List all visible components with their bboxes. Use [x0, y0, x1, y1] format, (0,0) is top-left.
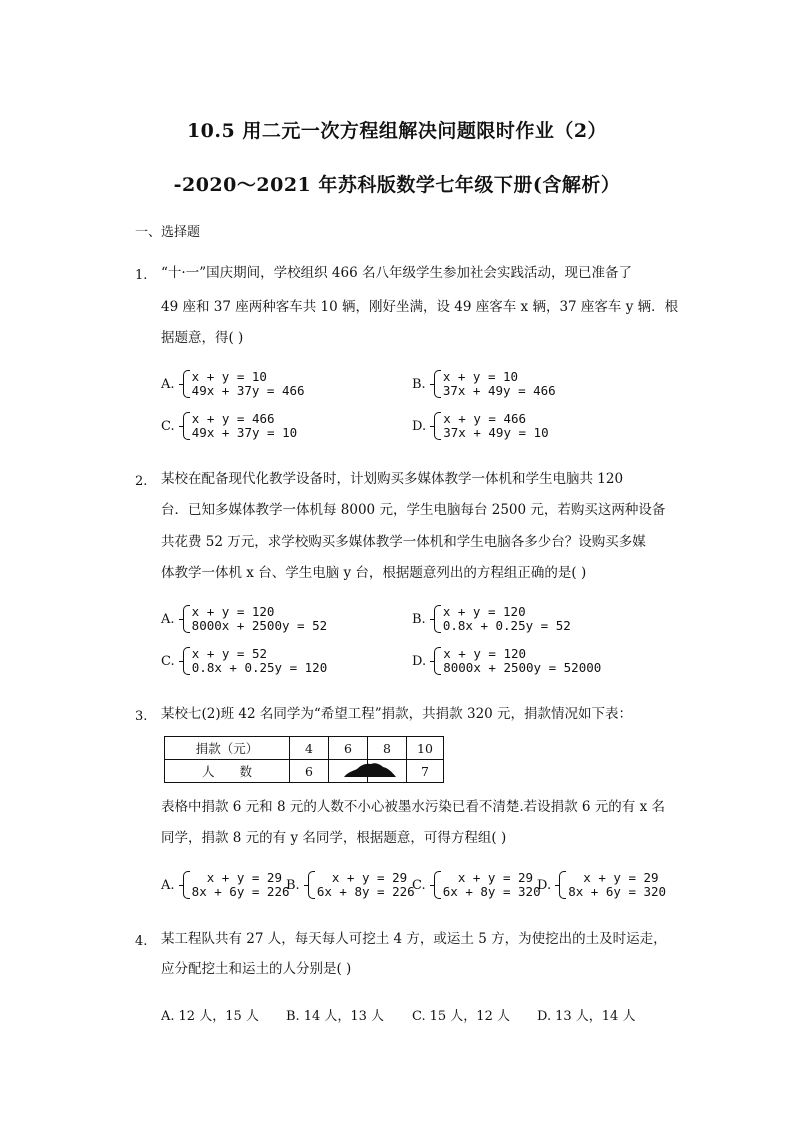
brace-icon — [434, 647, 441, 675]
question-3-option-a[interactable] — [161, 871, 290, 899]
question-4-option-c[interactable] — [412, 1005, 510, 1024]
option-text: 15 人，12 人 — [429, 1009, 510, 1024]
question-3-line-1: 某校七(2)班 42 名同学为“希望工程”捐款，共捐款 320 元，捐款情况如下表： — [161, 706, 633, 722]
table-cell: 人 数 — [165, 760, 290, 783]
question-1-line-3: 据题意，得( ) — [161, 330, 244, 346]
equation-system: x + y = 10 49x + 37y = 466 — [183, 370, 305, 398]
option-label: B. — [412, 611, 426, 627]
question-4-option-a[interactable] — [161, 1005, 259, 1024]
brace-icon — [183, 605, 190, 633]
option-label: A. — [161, 877, 175, 893]
question-2-option-d[interactable] — [412, 647, 601, 675]
option-label: B. — [286, 877, 300, 893]
question-3-line-2: 表格中捐款 6 元和 8 元的人数不小心被墨水污染已看不清楚.若设捐款 6 元的有 x 名 — [161, 799, 666, 815]
option-label: B. — [286, 1009, 300, 1024]
equation-system: x + y = 120 8000x + 2500y = 52000 — [434, 647, 601, 675]
question-4-line-2: 应分配挖土和运土的人分别是( ) — [161, 961, 352, 977]
option-label: C. — [161, 653, 175, 669]
question-1-line-1: “十·一”国庆期间，学校组织 466 名八年级学生参加社会实践活动，现已准备了 — [161, 265, 632, 281]
donation-table — [164, 736, 444, 783]
brace-icon — [183, 412, 190, 440]
question-3-number: 3. — [135, 709, 148, 724]
question-3-option-c[interactable] — [412, 871, 541, 899]
question-1-option-a[interactable] — [161, 370, 305, 398]
option-label: D. — [537, 1009, 552, 1024]
question-4-number: 4. — [135, 934, 148, 949]
question-3-option-b[interactable] — [286, 871, 415, 899]
equation-system: x + y = 466 37x + 49y = 10 — [434, 412, 548, 440]
option-text: 14 人，13 人 — [303, 1009, 385, 1024]
option-label: D. — [412, 418, 427, 434]
table-cell: 7 — [407, 760, 444, 783]
brace-icon — [434, 370, 441, 398]
brace-icon — [559, 871, 566, 899]
table-cell: 6 — [329, 737, 368, 760]
question-2-option-b[interactable] — [412, 605, 571, 633]
equation-system: x + y = 10 37x + 49y = 466 — [434, 370, 556, 398]
equation-system: x + y = 120 0.8x + 0.25y = 52 — [434, 605, 571, 633]
equation-system: x + y = 29 6x + 8y = 320 — [434, 871, 541, 899]
question-2-line-4: 体教学一体机 x 台、学生电脑 y 台，根据题意列出的方程组正确的是( ) — [161, 565, 587, 581]
table-cell: 8 — [368, 737, 407, 760]
title-line-2: -2020～2021 年苏科版数学七年级下册(含解析） — [173, 174, 621, 196]
question-2-line-3: 共花费 52 万元，求学校购买多媒体教学一体机和学生电脑各多少台？设购买多媒 — [161, 534, 646, 550]
brace-icon — [183, 871, 190, 899]
table-cell: 捐款（元） — [165, 737, 290, 760]
question-2-line-1: 某校在配备现代化教学设备时，计划购买多媒体教学一体机和学生电脑共 120 — [161, 471, 624, 487]
option-label: A. — [161, 611, 175, 627]
question-4-option-d[interactable] — [537, 1005, 635, 1024]
option-label: D. — [537, 877, 552, 893]
equation-system: x + y = 29 6x + 8y = 226 — [308, 871, 415, 899]
brace-icon — [434, 605, 441, 633]
question-4-option-b[interactable] — [286, 1005, 384, 1024]
question-1-option-d[interactable] — [412, 412, 549, 440]
question-4-line-1: 某工程队共有 27 人，每天每人可挖土 4 方，或运土 5 方，为使挖出的土及时运走， — [161, 931, 667, 947]
question-1-option-b[interactable] — [412, 370, 556, 398]
question-1-line-2: 49 座和 37 座两种客车共 10 辆，刚好坐满，设 49 座客车 x 辆，37 座客车 y 辆．根 — [161, 299, 679, 315]
table-row — [165, 760, 444, 783]
option-label: C. — [412, 877, 426, 893]
equation-system: x + y = 466 49x + 37y = 10 — [183, 412, 297, 440]
option-label: A. — [161, 1009, 175, 1024]
option-label: C. — [161, 418, 175, 434]
question-2-line-2: 台．已知多媒体教学一体机每 8000 元，学生电脑每台 2500 元，若购买这两种设备 — [161, 502, 666, 518]
question-1-option-c[interactable] — [161, 412, 297, 440]
question-3-line-3: 同学，捐款 8 元的有 y 名同学，根据题意，可得方程组( ) — [161, 830, 507, 846]
equation-system: x + y = 120 8000x + 2500y = 52 — [183, 605, 327, 633]
brace-icon — [183, 647, 190, 675]
option-label: A. — [161, 376, 175, 392]
title-line-1: 10.5 用二元一次方程组解决问题限时作业（2） — [186, 120, 608, 142]
ink-stain-icon — [344, 762, 396, 778]
question-3-option-d[interactable] — [537, 871, 666, 899]
brace-icon — [434, 412, 441, 440]
table-row — [165, 737, 444, 760]
section-heading: 一、选择题 — [135, 225, 201, 240]
brace-icon — [308, 871, 315, 899]
brace-icon — [434, 871, 441, 899]
option-label: B. — [412, 376, 426, 392]
equation-system: x + y = 52 0.8x + 0.25y = 120 — [183, 647, 327, 675]
option-text: 13 人，14 人 — [555, 1009, 636, 1024]
option-label: D. — [412, 653, 427, 669]
equation-system: x + y = 29 8x + 6y = 320 — [559, 871, 666, 899]
table-cell: 6 — [290, 760, 329, 783]
question-2-option-c[interactable] — [161, 647, 327, 675]
brace-icon — [183, 370, 190, 398]
table-cell: 4 — [290, 737, 329, 760]
question-2-number: 2. — [135, 474, 148, 489]
option-text: 12 人，15 人 — [178, 1009, 259, 1024]
table-cell: 10 — [407, 737, 444, 760]
option-label: C. — [412, 1009, 426, 1024]
equation-system: x + y = 29 8x + 6y = 226 — [183, 871, 290, 899]
question-1-number: 1. — [135, 268, 148, 283]
question-2-option-a[interactable] — [161, 605, 327, 633]
